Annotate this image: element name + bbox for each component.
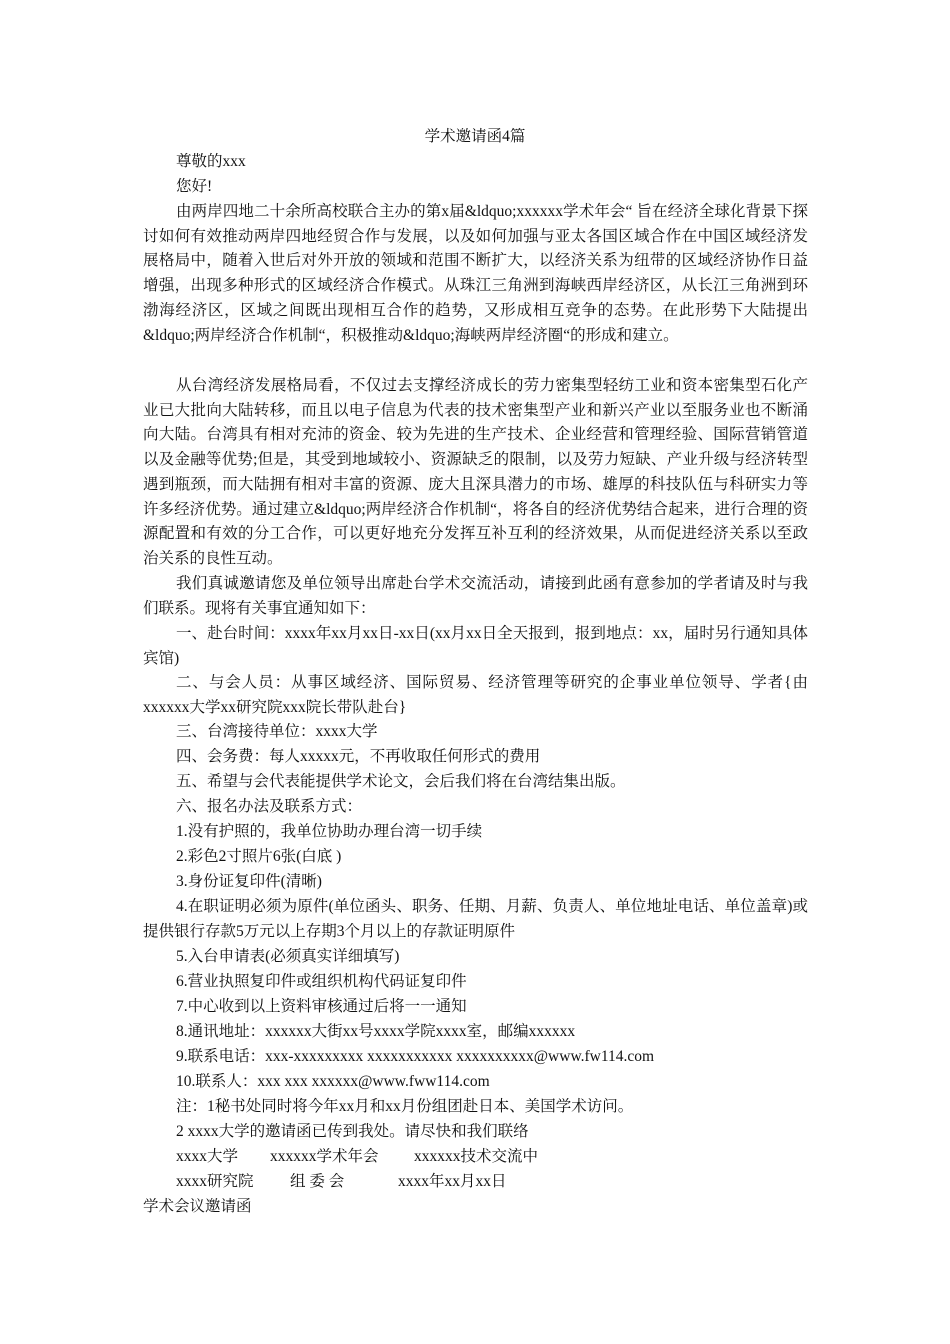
list-item-contact: 10.联系人：xxx xxx xxxxxx@www.fww114.com <box>176 1073 490 1090</box>
signature-conference: xxxxxx学术年会 <box>270 1148 379 1165</box>
salutation: 尊敬的xxx <box>176 153 246 170</box>
list-item: 5.入台申请表(必须真实详细填写) <box>176 948 400 965</box>
list-item: 2.彩色2寸照片6张(白底 ) <box>176 848 342 865</box>
list-item: 1.没有护照的，我单位协助办理台湾一切手续 <box>176 823 483 840</box>
section-heading: 学术会议邀请函 <box>143 1198 252 1215</box>
list-item: 六、报名办法及联系方式： <box>176 798 363 815</box>
item-attendees: 二、与会人员：从事区域经济、国际贸易、经济管理等研究的企事业单位领导、学者{由xxxxxx大学xx研究院xxx院长带队赴台} <box>143 674 808 716</box>
document-title: 学术邀请函4篇 <box>424 128 526 145</box>
list-item: 6.营业执照复印件或组织机构代码证复印件 <box>176 973 467 990</box>
list-item: 3.身份证复印件(清晰) <box>176 873 322 890</box>
list-item: 7.中心收到以上资料审核通过后将一一通知 <box>176 998 467 1015</box>
list-item-employment-proof: 4.在职证明必须为原件(单位函头、职务、任期、月薪、负责人、单位地址电话、单位盖章)或提供银行存款5万元以上存期3个月以上的存款证明原件 <box>143 898 808 940</box>
list-item-phone: 9.联系电话：xxx-xxxxxxxxx xxxxxxxxxxx xxxxxxxxxx@www.fw114.com <box>176 1048 655 1065</box>
signature-committee: 组 委 会 <box>290 1173 345 1190</box>
list-item: 五、希望与会代表能提供学术论文，会后我们将在台湾结集出版。 <box>176 773 626 790</box>
signature-institute: xxxx研究院 <box>176 1173 254 1190</box>
list-item-address: 8.通讯地址：xxxxxx大街xx号xxxx学院xxxx室，邮编xxxxxx <box>176 1023 576 1040</box>
item-time: 一、赴台时间：xxxx年xx月xx日-xx日(xx月xx日全天报到，报到地点：xx，届时另行通知具体宾馆) <box>143 625 808 667</box>
paragraph-taiwan: 从台湾经济发展格局看，不仅过去支撑经济成长的劳力密集型轻纺工业和资本密集型石化产业已大批向大陆转移，而且以电子信息为代表的技术密集型产业和新兴产业以至服务业也不断涌向大陆。台湾具有相对充沛的资金、较为先进的生产技术、企业经营和管理经验、国际营销管道以及金融等优势;但是，其受到地域较小、资源缺乏的限制，以及劳力短缺、产业升级与经济转型遇到瓶颈，而大陆拥有相对丰富的资源、庞大且深具潜力的市场、雄厚的科技队伍与科研实力等许多经济优势。通过建立&ldquo;两岸经济合作机制“，将各自的经济优势结合起来，进行合理的资源配置和有效的分工合作，可以更好地充分发挥互补互利的经济效果，从而促进经济关系以至政治关系的良性互动。 <box>143 377 808 567</box>
signature-exchange-center: xxxxxx技术交流中 <box>414 1148 539 1165</box>
signature-date: xxxx年xx月xx日 <box>398 1173 507 1190</box>
paragraph-intro: 由两岸四地二十余所高校联合主办的第x届&ldquo;xxxxxx学术年会“ 旨在经济全球化背景下探讨如何有效推动两岸四地经贸合作与发展，以及如何加强与亚太各国区域合作在中国区域经济发展格局中，随着入世后对外开放的领域和范围不断扩大，以经济关系为纽带的区域经济协作日益增强，出现多种形式的区域经济合作模式。从珠江三角洲到海峡西岸经济区，从长江三角洲到环渤海经济区，区域之间既出现相互合作的趋势，又形成相互竞争的态势。在此形势下大陆提出&ldquo;两岸经济合作机制“，积极推动&ldquo;海峡两岸经济圈“的形成和建立。 <box>143 203 808 344</box>
list-item: 三、台湾接待单位：xxxx大学 <box>176 723 378 740</box>
note: 2 xxxx大学的邀请函已传到我处。请尽快和我们联络 <box>176 1123 529 1140</box>
list-item: 四、会务费：每人xxxxx元，不再收取任何形式的费用 <box>176 748 541 765</box>
paragraph-invitation: 我们真诚邀请您及单位领导出席赴台学术交流活动，请接到此函有意参加的学者请及时与我们联系。现将有关事宜通知如下： <box>143 575 808 617</box>
greeting: 您好! <box>176 178 213 195</box>
signature-university: xxxx大学 <box>176 1148 239 1165</box>
note: 注：1秘书处同时将今年xx月和xx月份组团赴日本、美国学术访问。 <box>176 1098 634 1115</box>
